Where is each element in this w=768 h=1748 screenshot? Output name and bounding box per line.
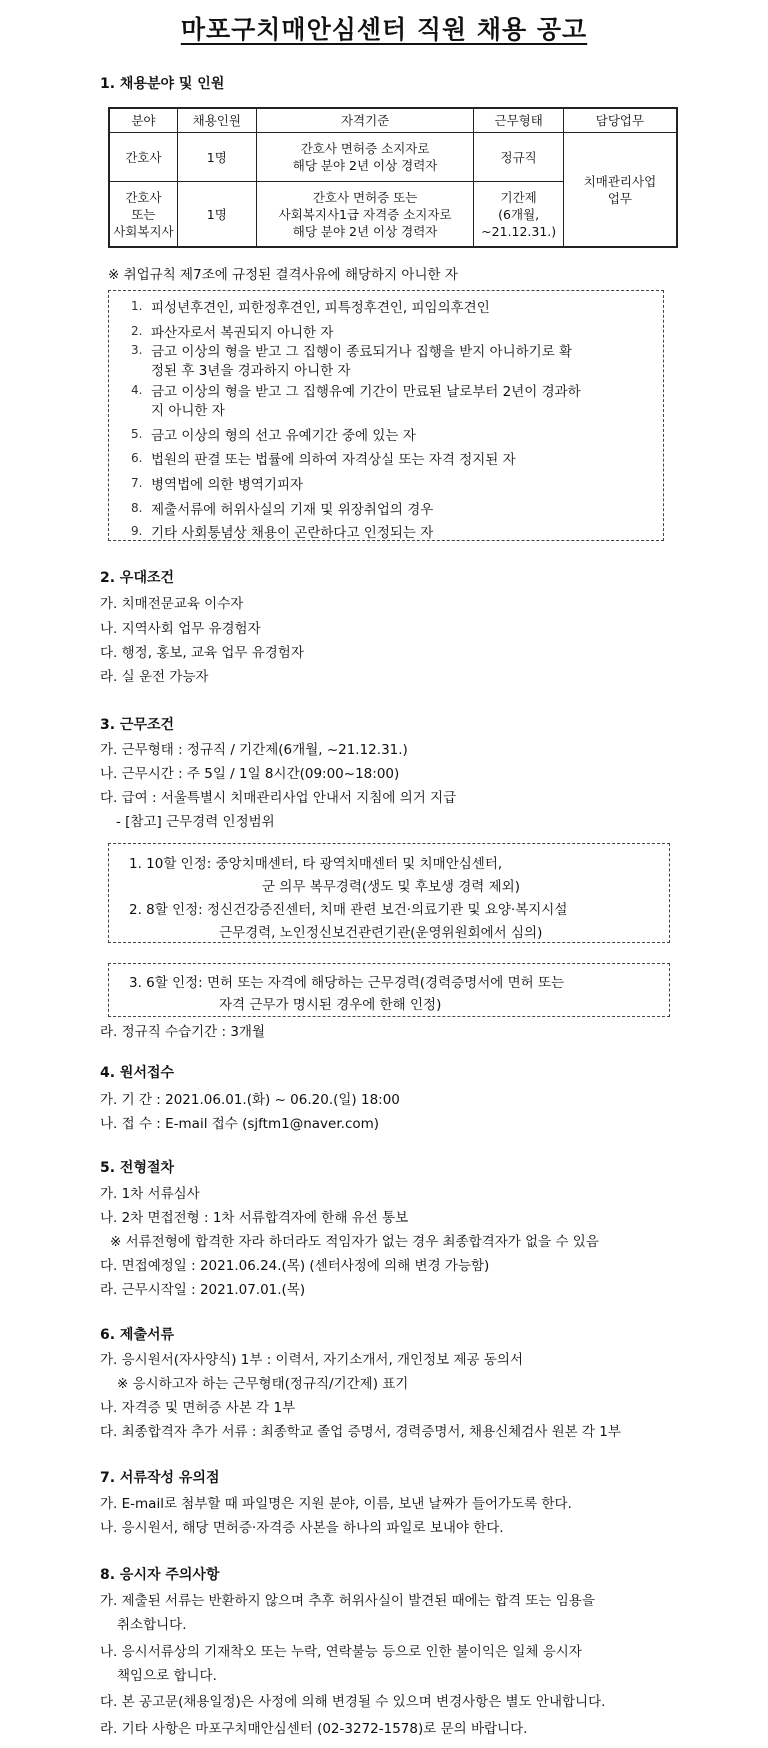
type-line: (6개월, [498,206,540,222]
selection-item: 나. 2차 면접전형 : 1차 서류합격자에 한해 유선 통보 [100,1210,409,1226]
duty-line: 치매관리사업 [583,173,657,189]
header-cell: 자격기준 [256,108,474,133]
section-3-heading: 3. 근무조건 [100,717,175,733]
header-cell: 담당업무 [563,108,677,133]
list-item: 파산자로서 복권되지 아니한 자 [151,325,334,341]
field-line: 또는 [131,206,156,222]
list-number: 2. [131,324,143,338]
section-8-heading: 8. 응시자 주의사항 [100,1567,220,1583]
caution-item-continued: 책임으로 합니다. [117,1668,217,1684]
list-item: 금고 이상의 형을 받고 그 집행유예 기간이 만료된 날로부터 2년이 경과하 [151,384,581,400]
experience-box-1 [108,843,670,943]
page-title: 마포구치매안심센터 직원 채용 공고 [180,15,588,44]
list-number: 5. [131,427,143,441]
selection-item: 가. 1차 서류심사 [100,1186,200,1202]
writing-item: 가. E-mail로 첨부할 때 파일명은 지원 분야, 이름, 보낸 날짜가 들어가도록 한다. [100,1496,572,1512]
document-note: ※ 응시하고자 하는 근무형태(정규직/기간제) 표기 [117,1376,409,1392]
caution-item-continued: 취소합니다. [117,1617,187,1633]
list-item: 금고 이상의 형을 받고 그 집행이 종료되거나 집행을 받지 아니하기로 확 [151,344,573,360]
qualification-cell [256,133,474,182]
reference-note: - [참고] 근무경력 인정범위 [116,814,275,830]
selection-note: ※ 서류전형에 합격한 자라 하더라도 적임자가 없는 경우 최종합격자가 없을 수 있음 [110,1234,599,1250]
table-header-row [109,108,677,133]
list-number: 9. [131,524,143,538]
qualification-line: 사회복지사1급 자격증 소지자로 [278,206,452,222]
preference-item: 나. 지역사회 업무 유경험자 [100,621,261,637]
preference-item: 다. 행정, 홍보, 교육 업무 유경험자 [100,645,304,661]
qualification-line: 간호사 면허증 소지자로 [300,141,430,156]
preference-item: 라. 실 운전 가능자 [100,669,209,685]
list-item: 금고 이상의 형의 선고 유예기간 중에 있는 자 [151,428,416,444]
probation-item: 라. 정규직 수습기간 : 3개월 [100,1024,266,1040]
list-number: 6. [131,451,143,465]
caution-item: 다. 본 공고문(채용일정)은 사정에 의해 변경될 수 있으며 변경사항은 별도 안내합니다. [100,1694,606,1710]
selection-item: 라. 근무시작일 : 2021.07.01.(목) [100,1282,306,1298]
table-row [109,133,677,182]
qualification-cell [256,182,474,248]
document-item: 다. 최종합격자 추가 서류 : 최종학교 졸업 증명서, 경력증명서, 채용신체검사 원본 각 1부 [100,1424,621,1440]
list-item: 기타 사회통념상 채용이 곤란하다고 인정되는 자 [151,525,434,541]
section-4-heading: 4. 원서접수 [100,1065,175,1081]
header-cell: 채용인원 [177,108,256,133]
experience-line-continued: 근무경력, 노인정신보건관련기관(운영위원회에서 심의) [219,925,543,941]
caution-item: 라. 기타 사항은 마포구치매안심센터 (02-3272-1578)로 문의 바랍니다. [100,1721,528,1737]
duty-line: 업무 [607,190,632,206]
section-7-heading: 7. 서류작성 유의점 [100,1470,220,1486]
caution-item: 나. 응시서류상의 기재착오 또는 누락, 연락불능 등으로 인한 불이익은 일체 응시자 [100,1644,582,1660]
qualification-line: 해당 분야 2년 이상 경력자 [292,223,438,239]
experience-line-continued: 군 의무 복무경력(생도 및 후보생 경력 제외) [262,879,520,895]
disqualification-box [108,290,664,541]
experience-line: 3. 6할 인정: 면허 또는 자격에 해당하는 근무경력(경력증명서에 면허 또는 [129,975,565,991]
list-item-continued: 지 아니한 자 [151,403,225,419]
list-number: 8. [131,501,143,515]
list-number: 4. [131,383,143,397]
experience-box-2 [108,963,670,1017]
header-cell: 분야 [109,108,177,133]
count-cell: 1명 [177,182,256,248]
section-1-heading: 1. 채용분야 및 인원 [100,76,225,92]
list-item: 제출서류에 허위사실의 기재 및 위장취업의 경우 [151,502,434,518]
list-item: 병역법에 의한 병역기피자 [151,477,304,493]
list-number: 7. [131,476,143,490]
preference-item: 가. 치매전문교육 이수자 [100,596,244,612]
condition-item: 다. 급여 : 서울특별시 치매관리사업 안내서 지침에 의거 지급 [100,790,457,806]
count-cell: 1명 [177,133,256,182]
experience-line: 2. 8할 인정: 정신건강증진센터, 치매 관련 보건·의료기관 및 요양·복지시설 [129,902,568,918]
condition-item: 가. 근무형태 : 정규직 / 기간제(6개월, ~21.12.31.) [100,742,408,758]
field-line: 간호사 [125,189,162,205]
recruitment-table [108,107,678,248]
document-item: 가. 응시원서(자사양식) 1부 : 이력서, 자기소개서, 개인정보 제공 동의서 [100,1352,523,1368]
section-2-heading: 2. 우대조건 [100,570,175,586]
experience-line-continued: 자격 근무가 명시된 경우에 한해 인정) [219,997,442,1013]
caution-item: 가. 제출된 서류는 반환하지 않으며 추후 허위사실이 발견된 때에는 합격 또는 임용을 [100,1593,595,1609]
type-line: 기간제 [500,189,537,205]
type-cell [474,182,563,248]
document-item: 나. 자격증 및 면허증 사본 각 1부 [100,1400,296,1416]
list-item: 피성년후견인, 피한정후견인, 피특정후견인, 피임의후견인 [151,300,490,316]
field-line: 사회복지사 [113,223,174,239]
application-item: 나. 접 수 : E-mail 접수 (sjftm1@naver.com) [100,1116,380,1132]
field-cell: 간호사 [109,133,177,182]
list-item-continued: 정된 후 3년을 경과하지 아니한 자 [151,363,351,379]
duty-cell [563,133,677,248]
type-line: ~21.12.31.) [481,223,557,239]
list-number: 3. [131,343,143,357]
selection-item: 다. 면접예정일 : 2021.06.24.(목) (센터사정에 의해 변경 가능함) [100,1258,490,1274]
list-item: 법원의 판결 또는 법률에 의하여 자격상실 또는 자격 정지된 자 [151,452,516,468]
application-item: 가. 기 간 : 2021.06.01.(화) ~ 06.20.(일) 18:00 [100,1092,400,1108]
list-number: 1. [131,299,143,313]
experience-line: 1. 10할 인정: 중앙치매센터, 타 광역치매센터 및 치매안심센터, [129,856,503,872]
header-cell: 근무형태 [474,108,563,133]
section-6-heading: 6. 제출서류 [100,1327,175,1343]
type-cell: 정규직 [474,133,563,182]
qualification-line: 해당 분야 2년 이상 경력자 [292,158,438,173]
writing-item: 나. 응시원서, 해당 면허증·자격증 사본을 하나의 파일로 보내야 한다. [100,1520,504,1536]
condition-item: 나. 근무시간 : 주 5일 / 1일 8시간(09:00~18:00) [100,766,400,782]
qualification-line: 간호사 면허증 또는 [312,189,418,205]
section-5-heading: 5. 전형절차 [100,1160,175,1176]
field-cell [109,182,177,248]
disqualification-note: ※ 취업규칙 제7조에 규정된 결격사유에 해당하지 아니한 자 [108,267,458,283]
